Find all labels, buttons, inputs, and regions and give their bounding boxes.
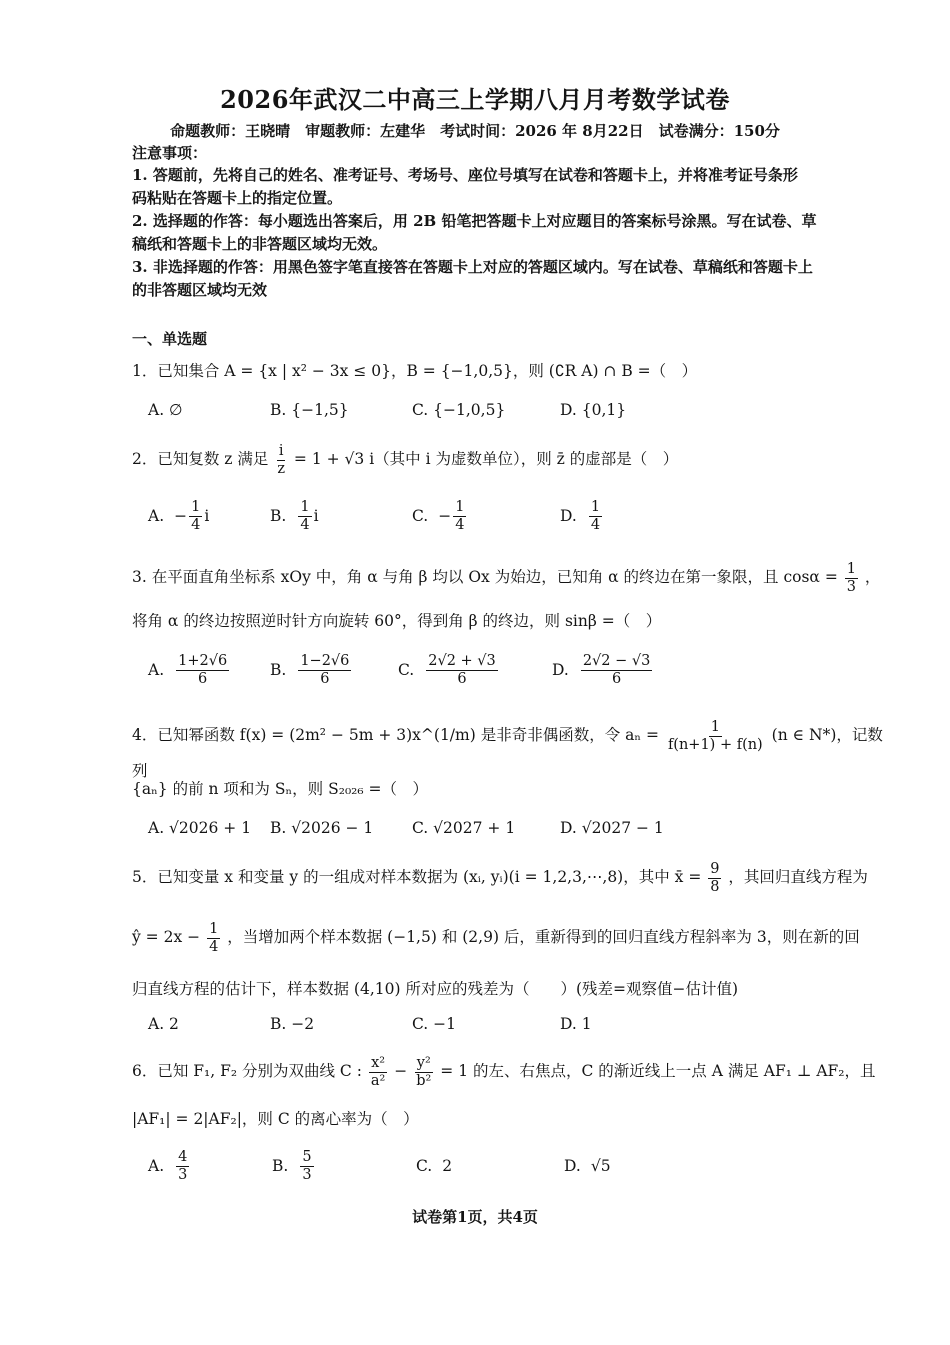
fraction-numerator: 5 bbox=[302, 1148, 312, 1165]
question-1-stem: 1．已知集合 A = {x | x² − 3x ≤ 0}，B = {−1,0,5}，则 (∁R A) ∩ B =（ ） bbox=[132, 362, 698, 380]
fraction-denominator: 4 bbox=[590, 516, 601, 533]
fraction-numerator: y² bbox=[416, 1054, 431, 1071]
option-fraction bbox=[300, 1149, 313, 1184]
fraction-denominator: 6 bbox=[198, 670, 208, 687]
option-fraction bbox=[426, 653, 498, 688]
question-5-option-a: A. 2 bbox=[148, 1015, 179, 1033]
option-fraction bbox=[298, 653, 351, 688]
question-3-option-b bbox=[270, 650, 353, 690]
question-2-options bbox=[148, 496, 888, 536]
page-number: 试卷第1页，共4页 bbox=[412, 1208, 538, 1226]
fraction-numerator: 1 bbox=[209, 920, 219, 937]
option-fraction bbox=[589, 499, 602, 534]
option-letter: D. bbox=[560, 507, 577, 525]
question-5-fraction-1 bbox=[708, 861, 721, 896]
question-6-minus: − bbox=[394, 1062, 408, 1080]
question-3-option-a bbox=[148, 650, 231, 690]
option-text: √5 bbox=[590, 1157, 611, 1175]
fraction-denominator: 3 bbox=[178, 1166, 188, 1183]
option-letter: A. bbox=[148, 1157, 165, 1175]
question-5-line-3: 归直线方程的估计下，样本数据 (4,10) 所对应的残差为（ ）(残差=观察值−估计值) bbox=[132, 980, 739, 998]
question-6-fraction-y bbox=[414, 1055, 433, 1090]
fraction-numerator: 1+2√6 bbox=[178, 652, 228, 669]
question-3-line-1 bbox=[132, 560, 892, 596]
fraction-denominator: 4 bbox=[300, 516, 310, 533]
question-2-option-c bbox=[412, 496, 468, 536]
fraction-denominator: a² bbox=[370, 1072, 386, 1089]
question-1-option-d: D. {0,1} bbox=[560, 401, 627, 419]
notice-item-3-line-1: 3. 非选择题的作答：用黑色签字笔直接答在答题卡上对应的答题区域内。写在试卷、草稿纸和答题卡上 bbox=[132, 258, 813, 276]
question-6-option-b bbox=[272, 1146, 316, 1186]
option-fraction bbox=[176, 1149, 189, 1184]
question-4-option-d: D. √2027 − 1 bbox=[560, 819, 664, 837]
question-1-option-b: B. {−1,5} bbox=[270, 401, 349, 419]
fraction-numerator: 1 bbox=[710, 718, 720, 735]
question-6-line-1-text: 6．已知 F₁, F₂ 分别为双曲线 C : bbox=[132, 1062, 362, 1080]
fraction-numerator: 9 bbox=[710, 860, 720, 877]
option-fraction bbox=[176, 653, 229, 688]
question-2-option-a bbox=[148, 496, 209, 536]
fraction-denominator: 4 bbox=[209, 938, 219, 955]
fraction-denominator: 6 bbox=[457, 670, 467, 687]
option-sign: − bbox=[174, 507, 188, 525]
question-1-option-c: C. {−1,0,5} bbox=[412, 401, 506, 419]
question-4-line-1-post: (n ∈ N*)，记数列 bbox=[132, 726, 883, 780]
option-letter: C. bbox=[412, 507, 429, 525]
question-6-option-c bbox=[416, 1146, 452, 1186]
fraction-numerator: 1 bbox=[300, 498, 310, 515]
question-2-option-d bbox=[560, 496, 604, 536]
question-2-stem-pre: 2．已知复数 z 满足 bbox=[132, 450, 269, 468]
option-letter: B. bbox=[270, 661, 287, 679]
question-6-options bbox=[148, 1146, 888, 1186]
question-1-options bbox=[148, 390, 888, 430]
option-letter: D. bbox=[564, 1157, 581, 1175]
question-5-option-c: C. −1 bbox=[412, 1015, 457, 1033]
exam-subtitle: 命题教师：王晓晴 审题教师：左建华 考试时间：2026 年 8月22日 试卷满分：150分 bbox=[170, 122, 780, 140]
fraction-denominator: 6 bbox=[320, 670, 330, 687]
option-fraction bbox=[189, 499, 202, 534]
option-letter: C. bbox=[416, 1157, 433, 1175]
fraction-denominator: 3 bbox=[302, 1166, 312, 1183]
question-6-option-d bbox=[564, 1146, 611, 1186]
option-fraction bbox=[581, 653, 653, 688]
question-5-line-2-post: ，当增加两个样本数据 (−1,5) 和 (2,9) 后，重新得到的回归直线方程斜率为 3，则在新的回 bbox=[227, 928, 860, 946]
fraction-numerator: 2√2 + √3 bbox=[428, 652, 496, 669]
question-2-stem bbox=[132, 442, 892, 478]
question-3-option-c bbox=[398, 650, 500, 690]
question-4-option-c: C. √2027 + 1 bbox=[412, 819, 516, 837]
question-1-option-a: A. ∅ bbox=[148, 401, 183, 419]
section-heading: 一、单选题 bbox=[132, 330, 208, 348]
fraction-numerator: 1 bbox=[455, 498, 465, 515]
option-fraction bbox=[453, 499, 466, 534]
question-2-fraction bbox=[275, 443, 287, 478]
fraction-denominator: 6 bbox=[611, 670, 622, 687]
question-5-line-1 bbox=[132, 860, 892, 896]
question-5-line-1-post: ，其回归直线方程为 bbox=[728, 868, 868, 886]
question-3-line-1-text: 3. 在平面直角坐标系 xOy 中，角 α 与角 β 均以 Ox 为始边，已知角 α 的终边在第一象限，且 cosα = bbox=[132, 568, 838, 586]
fraction-numerator: x² bbox=[371, 1054, 386, 1071]
question-3-options bbox=[148, 650, 888, 690]
fraction-numerator: 1 bbox=[846, 560, 856, 577]
question-2-option-b bbox=[270, 496, 319, 536]
fraction-numerator: 1 bbox=[191, 498, 201, 515]
question-2-fraction-denominator: z bbox=[277, 460, 285, 477]
fraction-numerator: 4 bbox=[178, 1148, 188, 1165]
question-4-option-b: B. √2026 − 1 bbox=[270, 819, 374, 837]
question-5-line-2 bbox=[132, 920, 892, 956]
fraction-numerator: 1−2√6 bbox=[300, 652, 350, 669]
option-letter: C. bbox=[398, 661, 415, 679]
option-letter: A. bbox=[148, 507, 165, 525]
question-5-fraction-2 bbox=[207, 921, 220, 956]
question-3-option-d bbox=[552, 650, 654, 690]
notice-item-1-line-1: 1. 答题前，先将自己的姓名、准考证号、考场号、座位号填写在试卷和答题卡上，并将准考证号条形 bbox=[132, 166, 798, 184]
question-6-line-1-post: = 1 的左、右焦点，C 的渐近线上一点 A 满足 AF₁ ⊥ AF₂，且 bbox=[440, 1062, 876, 1080]
question-3-line-1-post: ， bbox=[864, 568, 881, 586]
question-5-options bbox=[148, 1004, 888, 1044]
notice-item-1-line-2: 码粘贴在答题卡上的指定位置。 bbox=[132, 189, 343, 207]
option-sign: − bbox=[438, 507, 452, 525]
option-letter: B. bbox=[272, 1157, 289, 1175]
fraction-numerator: 1 bbox=[590, 498, 601, 515]
fraction-numerator: 2√2 − √3 bbox=[582, 652, 651, 669]
notice-item-2-line-1: 2. 选择题的作答：每小题选出答案后，用 2B 铅笔把答题卡上对应题目的答案标号涂黑。写在试卷、草 bbox=[132, 212, 817, 230]
question-6-line-2: |AF₁| = 2|AF₂|，则 C 的离心率为（ ） bbox=[132, 1110, 419, 1128]
notice-heading: 注意事项： bbox=[132, 144, 208, 162]
option-fraction bbox=[298, 499, 311, 534]
option-letter: D. bbox=[552, 661, 569, 679]
fraction-denominator: b² bbox=[416, 1072, 432, 1089]
question-2-stem-post: = 1 + √3 i（其中 i 为虚数单位），则 z̄ 的虚部是（ ） bbox=[293, 450, 679, 468]
option-letter: A. bbox=[148, 661, 165, 679]
question-4-option-a: A. √2026 + 1 bbox=[148, 819, 252, 837]
question-6-fraction-x bbox=[369, 1055, 387, 1090]
question-6-option-a bbox=[148, 1146, 191, 1186]
notice-item-3-line-2: 的非答题区域均无效 bbox=[132, 281, 268, 299]
question-6-line-1 bbox=[132, 1054, 892, 1090]
question-5-line-2-text: ŷ = 2x − bbox=[132, 928, 201, 946]
question-5-line-1-text: 5．已知变量 x 和变量 y 的一组成对样本数据为 (xᵢ, yᵢ)(i = 1,2,3,⋯,8)，其中 x̄ = bbox=[132, 868, 702, 886]
option-text: 2 bbox=[442, 1157, 453, 1175]
option-letter: B. bbox=[270, 507, 287, 525]
option-suffix: i bbox=[204, 507, 210, 525]
fraction-denominator: 4 bbox=[455, 516, 465, 533]
question-3-fraction bbox=[845, 561, 858, 596]
fraction-denominator: f(n+1) + f(n) bbox=[667, 736, 763, 753]
question-5-option-b: B. −2 bbox=[270, 1015, 315, 1033]
question-5-option-d: D. 1 bbox=[560, 1015, 592, 1033]
fraction-denominator: 8 bbox=[710, 878, 720, 895]
question-3-line-2: 将角 α 的终边按照逆时针方向旋转 60°，得到角 β 的终边，则 sinβ =（ ） bbox=[132, 612, 662, 630]
question-4-options bbox=[148, 808, 888, 848]
exam-title: 2026年武汉二中高三上学期八月月考数学试卷 bbox=[220, 85, 730, 114]
question-2-fraction-numerator: i bbox=[278, 442, 284, 459]
fraction-denominator: 4 bbox=[191, 516, 201, 533]
fraction-denominator: 3 bbox=[846, 578, 856, 595]
question-4-line-1-text: 4．已知幂函数 f(x) = (2m² − 5m + 3)x^(1/m) 是非奇非偶函数，令 aₙ = bbox=[132, 726, 659, 744]
option-suffix: i bbox=[313, 507, 319, 525]
notice-item-2-line-2: 稿纸和答题卡上的非答题区域均无效。 bbox=[132, 235, 388, 253]
question-4-line-2: {aₙ} 的前 n 项和为 Sₙ，则 S₂₀₂₆ =（ ） bbox=[132, 780, 428, 798]
question-4-fraction bbox=[666, 719, 765, 754]
